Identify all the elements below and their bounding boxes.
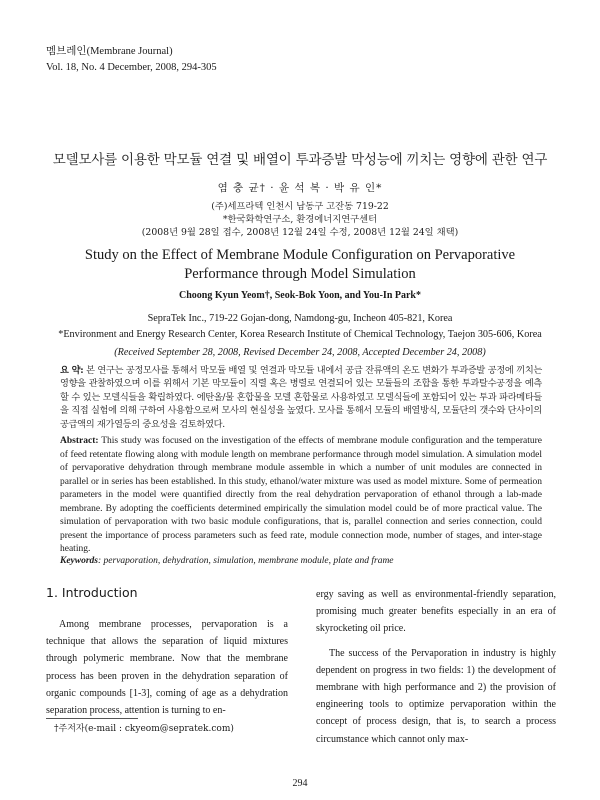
section-title: 1. Introduction — [46, 585, 138, 600]
english-abstract — [60, 435, 542, 557]
korean-abstract-label: 요 약: — [60, 365, 84, 376]
korean-received-dates: (2008년 9월 28일 접수, 2008년 12월 24일 수정, 2008년 12월 24일 채택) — [141, 227, 459, 238]
korean-affiliation-2: *한국화학연구소, 환경에너지연구센터 — [222, 214, 378, 225]
korean-abstract — [60, 364, 542, 431]
korean-authors: 염 충 균† · 윤 석 복 · 박 유 인* — [217, 182, 383, 194]
journal-volume: Vol. 18, No. 4 December, 2008, 294-305 — [46, 62, 217, 73]
page-number: 294 — [292, 778, 308, 789]
korean-affiliation-1: (주)세프라텍 인천시 남동구 고잔동 719-22 — [211, 201, 389, 212]
body-right-paragraph-1: ergy saving as well as environmental-friendly separation, promising much greater benefits especially in an era of skyrocketing oil price. — [316, 589, 556, 635]
english-received-dates: (Received September 28, 2008, Revised December 24, 2008, Accepted December 24, 2008) — [114, 347, 486, 358]
english-abstract-text: This study was focused on the investigation of the effects of membrane module configuration and the temperature of feed retentate flowing along with module length on membrane performance through model simulation. A simulation model of pervaporative dehydration through membrane module assemble in which a number of unit modules are connected in parallel or in series has been established. In this study, ethanol/water mixture was used as model mixture. Some of permeation parameters in the model were quantified directly from the real dehydration pervaporation of ethanol through a lab-made membrane. By adopting the coefficients determined empirically the simulation model could be of more practical value. The simulation of pervaporation with two basic module configurations, that is, parallel connection and series connection, could present the importance of process parameters such as feed rate, module connection mode, number of stages, and inter-stage heating. — [60, 436, 542, 554]
korean-title: 모델모사를 이용한 막모듈 연결 및 배열이 투과증발 막성능에 끼치는 영향에 관한 연구 — [52, 152, 548, 168]
english-affiliation-1: SepraTek Inc., 719-22 Gojan-dong, Namdong-gu, Incheon 405-821, Korea — [147, 313, 453, 324]
footnote: †주저자(e-mail : ckyeom@sepratek.com) — [54, 724, 234, 734]
journal-name: 멤브레인(Membrane Journal) — [46, 46, 173, 57]
journal-header — [46, 44, 217, 76]
footnote-divider — [46, 718, 138, 719]
english-title: Study on the Effect of Membrane Module Configuration on Pervaporative Performance through Model Simulation — [84, 247, 516, 282]
body-right-paragraph-2: The success of the Pervaporation in industry is highly dependent on progress in two fields: 1) the development of membrane with high performance and 2) the provision of engineering tools to optimize pervaporation within the concept of process design, that is, to search a process circumstance which cannot only max- — [316, 647, 556, 745]
english-affiliation-2: *Environment and Energy Research Center, Korea Research Institute of Chemical Technology, Taejon 305-606, Korea — [58, 329, 542, 340]
english-abstract-label: Abstract: — [60, 436, 99, 446]
body-left-column: Among membrane processes, pervaporation is a technique that allows the separation of liquid mixtures through polymeric membrane. Now that the membrane process has been proven in the dehydration separation of organic compounds [1-3], coming of age as a dehydration separation process, attention is turning to en- — [46, 619, 288, 717]
english-authors: Choong Kyun Yeom†, Seok-Bok Yoon, and You-In Park* — [178, 290, 421, 301]
keywords-label: Keywords — [60, 556, 98, 566]
keywords — [60, 556, 542, 566]
body-right-column — [316, 586, 556, 748]
korean-abstract-text: 본 연구는 공정모사를 통해서 막모듈 배열 및 연결과 막모듈 내에서 공급 잔류액의 온도 변화가 투과증발 공정에 끼치는 영향을 관찰하였으며 이를 위해서 기본 막모듈이 직렬 혹은 병렬로 연결되어 있는 모듈들의 조합을 통한 투과탈수공정을 예측할 수 있는 모델식들을 확립하였다. 에탄올/물 혼합물을 모델 혼합물로 사용하였고 모델식들에 포함되어 있는 투과 파라메타들을 직접 실험에 의해 구하여 사용함으로써 모사의 현실성을 높였다. 모사를 통해서 모듈의 배열방식, 모듈단의 갯수와 단사이의 공급액의 재가열등의 중요성을 검토하였다. — [60, 365, 543, 430]
keywords-text: : pervaporation, dehydration, simulation, membrane module, plate and frame — [98, 556, 394, 566]
